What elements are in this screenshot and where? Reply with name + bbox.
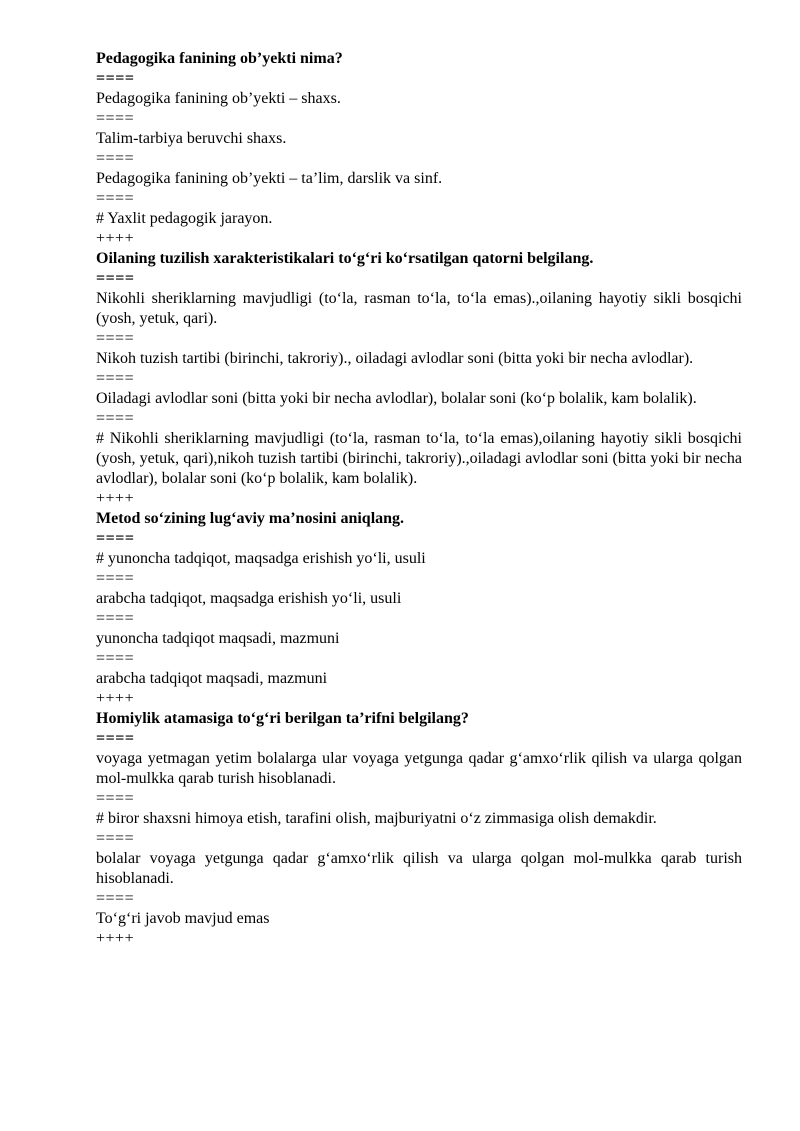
answer-option: Pedagogika fanining ob’yekti – shaxs. [96,90,341,107]
answer-option: Nikohli sheriklarning mavjudligi (to‘la, rasman to‘la, to‘la emas).,oilaning hayotiy sikli bosqichi (yosh, yetuk, qari). [96,290,742,327]
question-text: Oilaning tuzilish xarakteristikalari to‘g‘ri ko‘rsatilgan qatorni belgilang. [96,250,594,267]
answer-separator: ==== [96,190,135,207]
correct-answer-option: # yunoncha tadqiqot, maqsadga erishish yo‘li, usuli [96,550,426,567]
correct-answer-option: # Nikohli sheriklarning mavjudligi (to‘la, rasman to‘la, to‘la emas),oilaning hayotiy sikli bosqichi (yosh, yetuk, qari),nikoh tuzish tartibi (birinchi, takroriy).,oiladagi avlodlar soni (bitta yoki bir necha avlodlar), bolalar soni (ko‘p bolalik, kam bolalik). [96,430,742,487]
question-text: Metod so‘zining lug‘aviy ma’nosini aniqlang. [96,510,405,527]
question-block [96,49,742,249]
answer-separator: ==== [96,530,135,547]
answer-option: Oiladagi avlodlar soni (bitta yoki bir necha avlodlar), bolalar soni (ko‘p bolalik, kam bolalik). [96,390,697,407]
question-end-separator: ++++ [96,930,135,947]
document-page [96,49,742,949]
answer-option: voyaga yetmagan yetim bolalarga ular voyaga yetgunga qadar g‘amxo‘rlik qilish va ularga qolgan mol-mulkka qarab turish hisoblanadi. [96,750,742,787]
answer-option: Talim-tarbiya beruvchi shaxs. [96,130,287,147]
question-text: Pedagogika fanining ob’yekti nima? [96,50,343,67]
answer-option: arabcha tadqiqot maqsadi, mazmuni [96,670,328,687]
answer-separator: ==== [96,730,135,747]
answer-separator: ==== [96,830,135,847]
question-text: Homiylik atamasiga to‘g‘ri berilgan ta’rifni belgilang? [96,710,469,727]
question-end-separator: ++++ [96,230,135,247]
answer-separator: ==== [96,570,135,587]
answer-option: Nikoh tuzish tartibi (birinchi, takroriy)., oiladagi avlodlar soni (bitta yoki bir necha avlodlar). [96,350,694,367]
question-block [96,709,742,949]
answer-option: To‘g‘ri javob mavjud emas [96,910,270,927]
answer-option: yunoncha tadqiqot maqsadi, mazmuni [96,630,340,647]
answer-separator: ==== [96,110,135,127]
question-end-separator: ++++ [96,690,135,707]
answer-separator: ==== [96,410,135,427]
answer-separator: ==== [96,610,135,627]
answer-separator: ==== [96,890,135,907]
question-block [96,509,742,709]
answer-option: bolalar voyaga yetgunga qadar g‘amxo‘rlik qilish va ularga qolgan mol-mulkka qarab turish hisoblanadi. [96,850,742,887]
answer-option: Pedagogika fanining ob’yekti – ta’lim, darslik va sinf. [96,170,443,187]
correct-answer-option: # Yaxlit pedagogik jarayon. [96,210,273,227]
answer-option: arabcha tadqiqot, maqsadga erishish yo‘li, usuli [96,590,402,607]
answer-separator: ==== [96,370,135,387]
answer-separator: ==== [96,330,135,347]
question-end-separator: ++++ [96,490,135,507]
correct-answer-option: # biror shaxsni himoya etish, tarafini olish, majburiyatni o‘z zimmasiga olish demakdir. [96,810,657,827]
answer-separator: ==== [96,270,135,287]
answer-separator: ==== [96,150,135,167]
answer-separator: ==== [96,70,135,87]
answer-separator: ==== [96,650,135,667]
question-block [96,249,742,509]
answer-separator: ==== [96,790,135,807]
